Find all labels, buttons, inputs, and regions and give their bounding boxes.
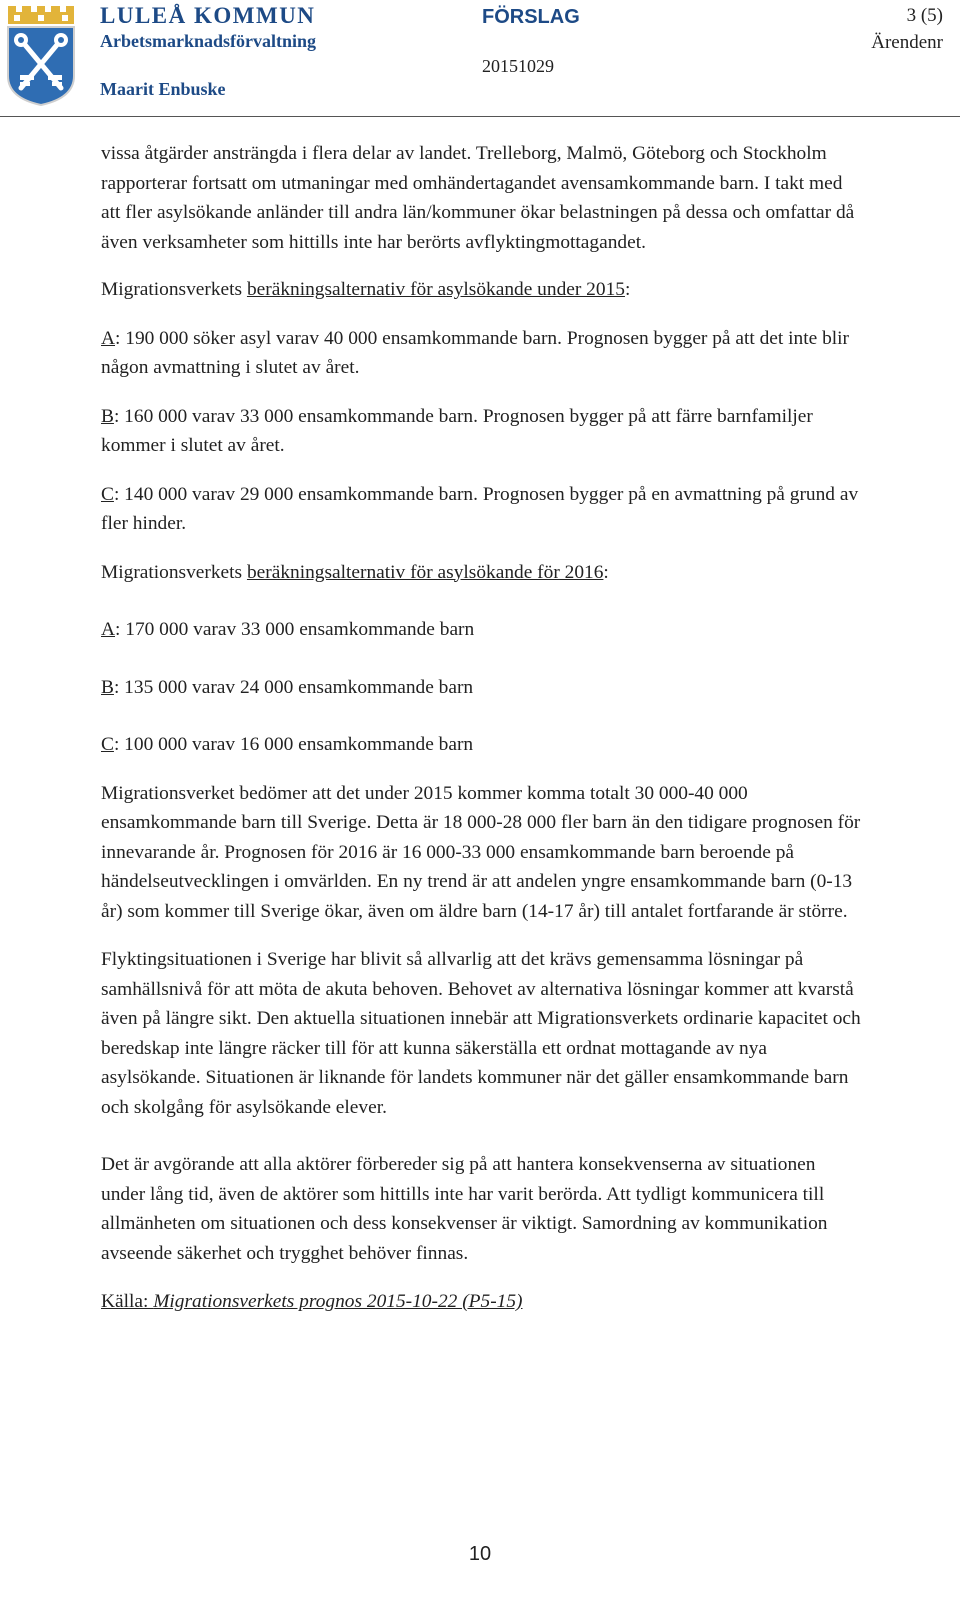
- alt-label: B: [101, 676, 114, 698]
- paragraph-situation: Flyktingsituationen i Sverige har blivit så allvarlig att det krävs gemensamma lösningar på samhällsnivå för att möta de akuta behoven. Behovet av alternativa lösningar kommer att kvarstå även på längre sikt. Den aktuella situationen innebär att Migrationsverkets ordinarie kapacitet och beredskap inte längre räcker till för att kunna säkerställa ett ordnat mottagande av nya asylsökande. Situationen är liknande för landets kommuner när det gäller ensamkommande barn och skolgång för asylsökande elever.: [101, 949, 861, 1118]
- document-date: 20151029: [482, 56, 554, 76]
- document-body: [101, 139, 861, 1317]
- alt-label: C: [101, 734, 114, 755]
- source-citation: [101, 1287, 861, 1317]
- alt-text: : 100 000 varav 16 000 ensamkommande barn: [113, 734, 474, 755]
- page-indicator: 3 (5): [906, 5, 943, 26]
- alt-text: : 170 000 varav 33 000 ensamkommande barn: [115, 619, 475, 640]
- alternative-a-2016: [101, 615, 861, 645]
- alternative-c-2016: [101, 730, 861, 760]
- heading-2016-underlined: beräkningsalternativ för asylsökande för 2016: [246, 561, 604, 583]
- alt-text: : 190 000 söker asyl varav 40 000 ensamkommande barn. Prognosen bygger på att det inte blir någon avmattning i slutet av året.: [101, 327, 850, 378]
- alt-text: : 140 000 varav 29 000 ensamkommande barn. Prognosen bygger på en avmattning på grund av fler hinder.: [101, 483, 859, 534]
- document-type: FÖRSLAG: [482, 6, 580, 28]
- source-label: Källa:: [101, 1291, 154, 1312]
- alt-label: B: [101, 405, 114, 427]
- alt-label: A: [101, 619, 116, 640]
- heading-2015-underlined: beräkningsalternativ för asylsökande under 2015: [246, 279, 625, 300]
- paragraph-assessment: Migrationsverket bedömer att det under 2015 kommer komma totalt 30 000-40 000 ensamkommande barn till Sverige. Detta är 18 000-28 000 fler barn än den tidigare prognosen för innevarande år. Prognosen för 2016 är 16 000-33 000 ensamkommande barn beroende på händelseutvecklingen i omvärlden. En ny trend är att andelen yngre ensamkommande barn (0-13 år) som kommer till Sverige ökar, även om äldre barn (14-17 år) till antalet fortfarande är större.: [101, 782, 861, 922]
- alternative-b-2016: [101, 673, 861, 703]
- paragraph-actors: Det är avgörande att alla aktörer förbereder sig på att hantera konsekvenserna av situationen under lång tid, även de aktörer som hittills inte har varit berörda. Att tydligt kommunicera till allmänheten om situationen och dess konsekvenser är viktigt. Samordning av kommunikation avseende säkerhet och trygghet behöver finnas.: [101, 1154, 828, 1264]
- alternative-c-2015: [101, 480, 861, 539]
- paragraph-intro: vissa åtgärder ansträngda i flera delar av landet. Trelleborg, Malmö, Göteborg och Stockholm rapporterar fortsatt om utmaningar med omhändertagandet avensamkommande barn. I takt med att fler asylsökande anländer till andra län/kommuner ökar belastningen på dessa och omfattar då även verksamheter som hittills inte har berörts avflyktingmottagandet.: [101, 143, 855, 253]
- heading-2016-prefix: Migrationsverkets: [101, 561, 247, 583]
- header-divider: [0, 116, 960, 117]
- alt-label: A: [101, 327, 116, 349]
- heading-2016-suffix: :: [603, 561, 609, 583]
- organization-name: LULEÅ KOMMUN: [100, 3, 316, 28]
- heading-2015-prefix: Migrationsverkets: [101, 279, 247, 300]
- alternative-b-2015: [101, 402, 861, 461]
- alt-label: C: [101, 483, 114, 505]
- source-title: Migrationsverkets prognos 2015-10-22 (P5-15): [153, 1291, 523, 1312]
- case-number: Ärendenr: [871, 32, 943, 53]
- heading-2015: [101, 275, 861, 305]
- author-name: Maarit Enbuske: [100, 79, 226, 99]
- document-header: [0, 0, 960, 118]
- alt-text: : 160 000 varav 33 000 ensamkommande barn. Prognosen bygger på att färre barnfamiljer kommer i slutet av året.: [101, 405, 813, 456]
- heading-2016: [101, 558, 861, 588]
- department-name: Arbetsmarknadsförvaltning: [100, 31, 317, 51]
- alternative-a-2015: [101, 324, 861, 383]
- footer-page-number: 10: [468, 1543, 492, 1565]
- alt-text: : 135 000 varav 24 000 ensamkommande barn: [113, 676, 474, 698]
- coat-of-arms-icon: [4, 2, 78, 106]
- heading-2015-suffix: :: [624, 279, 631, 300]
